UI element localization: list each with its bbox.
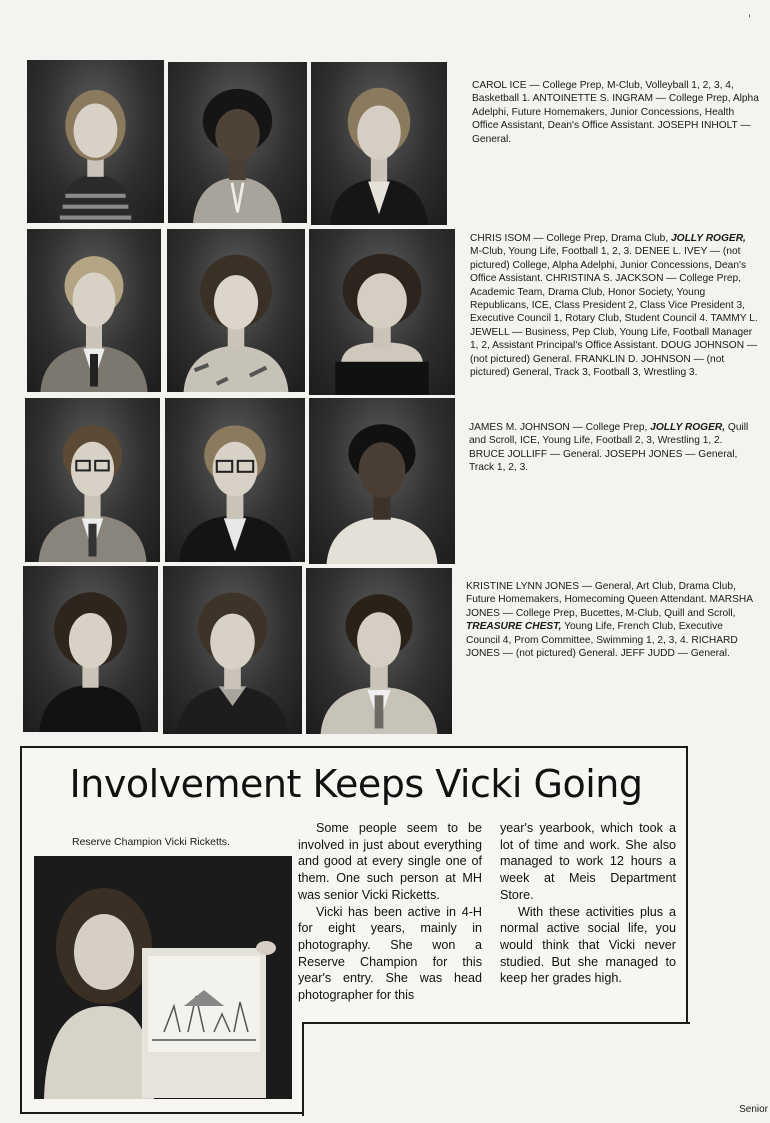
feature-box — [20, 746, 688, 1114]
portrait-chris-isom — [27, 229, 161, 392]
feature-col2-para-1: year's yearbook, which took a lot of time and work. She also managed to work 12 hours a week at Meis Department Store. — [500, 821, 676, 902]
portrait-christina-jackson — [167, 229, 305, 392]
caption-row-3: JAMES M. JOHNSON — College Prep, JOLLY ROGER, Quill and Scroll, ICE, Young Life, Football 2, 3, Wrestling 1, 2. BRUCE JOLLIFF — General. JOSEPH JONES — General, Track 1, 2, 3. — [469, 422, 749, 474]
caption-row-2: CHRIS ISOM — College Prep, Drama Club, JOLLY ROGER, M-Club, Young Life, Football 1, 2, 3. DENEE L. IVEY — (not pictured) College, Alpha Adelphi, Junior Concessions, Dean's Office Assistant. CHRISTINA S. JACKSON — College Prep, Academic Team, Drama Club, Honor Society, Young Republicans, ICE, Class President 2, Class Vice President 3, Executive Council 1, Rotary Club, Student Council 4. TAMMY L. JEWELL — Business, Pep Club, Young Life, Football Manager 1, 2, Assistant Principal's Office Assistant. DOUG JOHNSON — (not pictured) General. FRANKLIN D. JOHNSON — (not pictured) General, Track 3, Football 3, Wrestling 3. — [470, 233, 758, 379]
portrait-antoinette-ingram — [168, 62, 307, 223]
corner-mark: ' — [748, 14, 751, 25]
feature-title: Involvement Keeps Vicki Going — [69, 762, 643, 806]
caption-row-1: CAROL ICE — College Prep, M-Club, Volleyball 1, 2, 3, 4, Basketball 1. ANTOINETTE S. INGRAM — College Prep, Alpha Adelphi, Future Homemakers, Junior Concessions, Health Office Assistant, Dean's Office Assistant. JOSEPH INHOLT — General. — [472, 80, 759, 145]
feature-col1-para-2: Vicki has been active in 4-H for eight years, mainly in photography. She won a Reserve Champion for this year's entry. She was head photographer for this — [298, 904, 482, 1003]
feature-box-cutout — [302, 1022, 690, 1116]
portrait-joseph-jones — [309, 398, 455, 564]
portrait-bruce-jolliff — [165, 398, 305, 562]
feature-col1-para-1: Some people seem to be involved in just about everything and good at every single one of them. One such person at MH was senior Vicki Ricketts. — [298, 821, 482, 902]
portrait-kristine-jones — [23, 566, 158, 732]
feature-photo — [34, 856, 292, 1099]
feature-col2-para-2: With these activities plus a normal active social life, you would think that Vicki never studied. But she managed to keep her grades high. — [500, 904, 676, 986]
caption-row-4: KRISTINE LYNN JONES — General, Art Club, Drama Club, Future Homemakers, Homecoming Queen Attendant. MARSHA JONES — College Prep, Bucettes, M-Club, Quill and Scroll, TREASURE CHEST, Young Life, French Club, Executive Council 4, Prom Committee, Swimming 1, 2, 3, 4. RICHARD JONES — (not pictured) General. JEFF JUDD — General. — [466, 581, 753, 660]
portrait-carol-ice — [27, 60, 164, 223]
feature-column-2 — [500, 820, 676, 987]
portrait-marsha-jones — [163, 566, 302, 734]
portrait-joseph-inholt — [311, 62, 447, 225]
portrait-james-johnson — [25, 398, 160, 562]
portrait-tammy-jewell — [309, 229, 455, 395]
feature-column-1 — [298, 820, 482, 1004]
feature-photo-caption: Reserve Champion Vicki Ricketts. — [72, 836, 230, 848]
portrait-jeff-judd — [306, 568, 452, 734]
page-footer: Senior — [739, 1104, 768, 1115]
